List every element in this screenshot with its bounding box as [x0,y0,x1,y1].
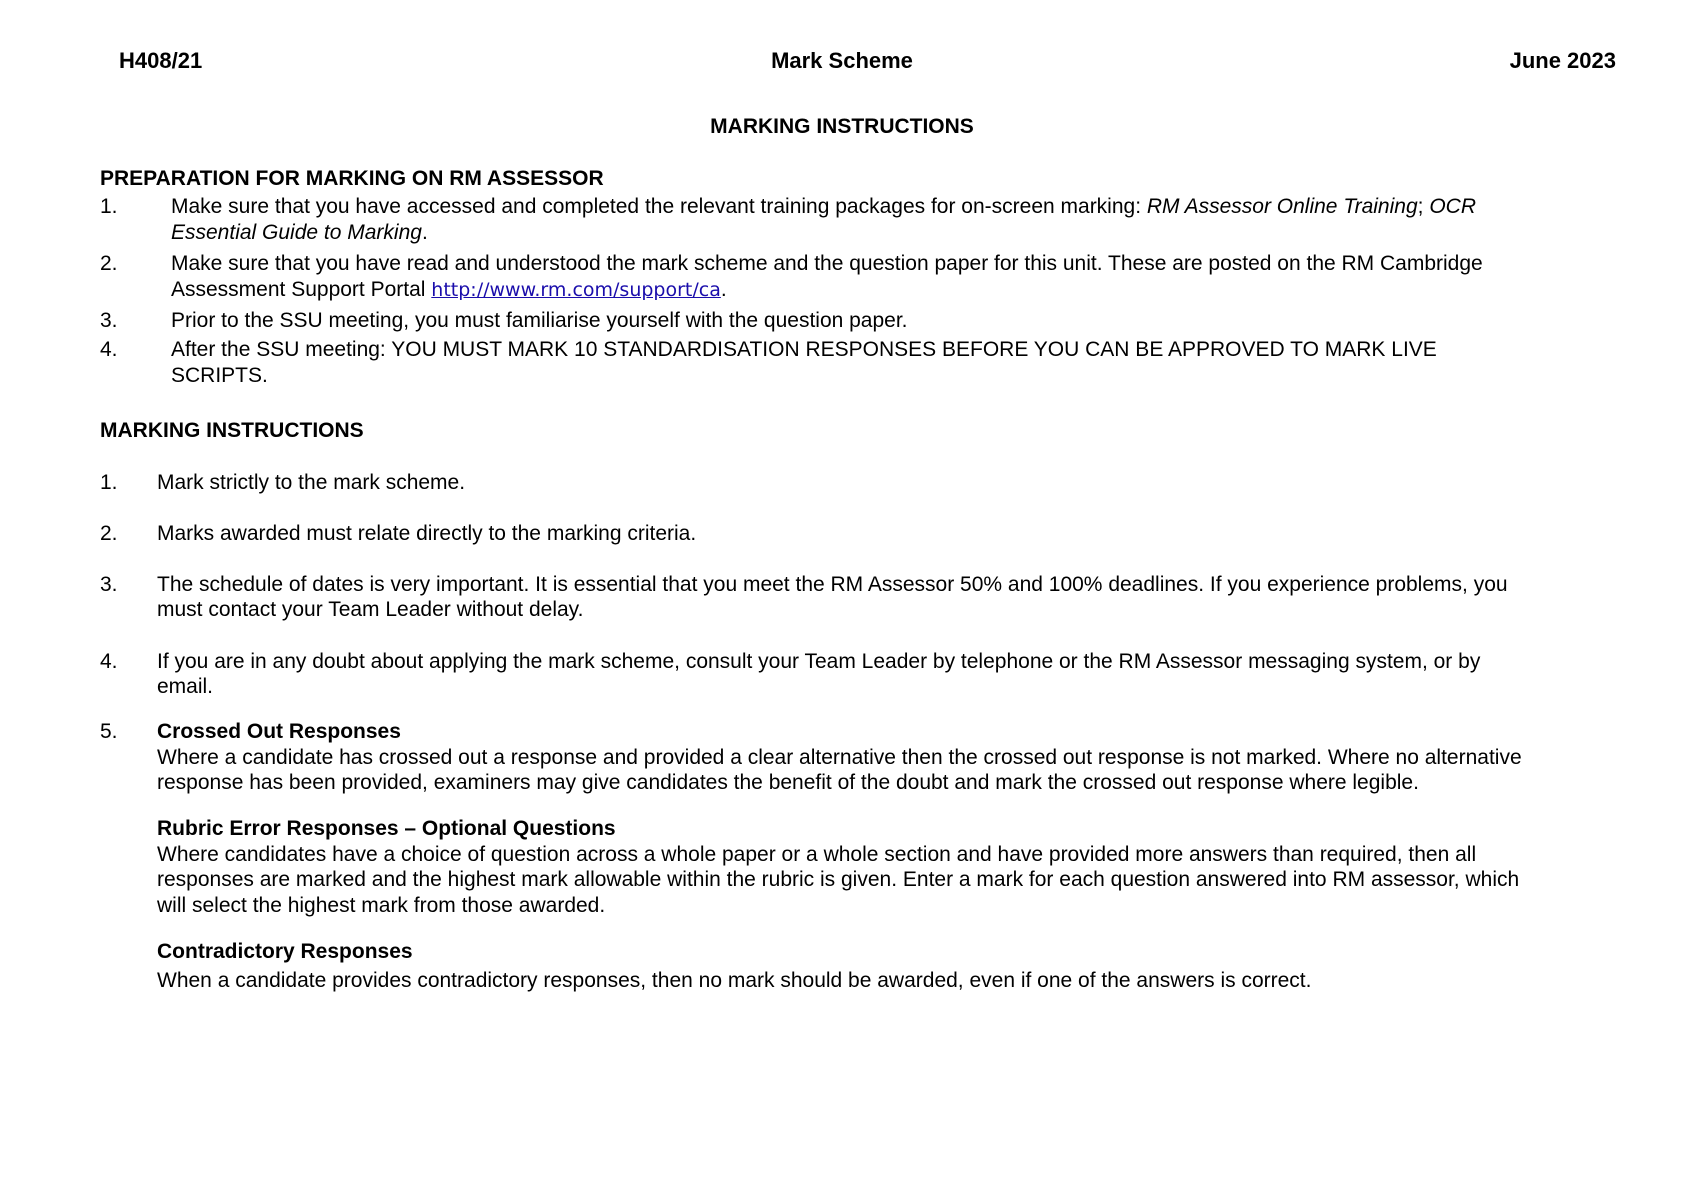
mark-num-5: 5. [100,720,118,743]
prep-item-1-text: Make sure that you have accessed and completed the relevant training packages for on-screen marking: [171,195,1147,218]
mark-item-4-line1: If you are in any doubt about applying the mark scheme, consult your Team Leader by telephone or the RM Assessor messaging system, or by [157,650,1481,673]
prep-num-2: 2. [100,252,118,275]
support-portal-link[interactable]: http://www.rm.com/support/ca [431,279,721,301]
prep-item-1-end: . [421,221,428,244]
marking-heading: MARKING INSTRUCTIONS [100,419,364,442]
mark-num-4: 4. [100,650,118,673]
prep-item-1-em2b: Essential Guide to Marking [171,221,422,244]
prep-item-1-line2 [171,220,428,245]
mark-item-2: Marks awarded must relate directly to the marking criteria. [157,522,697,545]
header-title: Mark Scheme [771,48,913,73]
mark-item-4-line2: email. [157,675,214,698]
prep-item-4-line1: After the SSU meeting: YOU MUST MARK 10 STANDARDISATION RESPONSES BEFORE YOU CAN BE APPROVED TO MARK LIVE [171,338,1437,361]
prep-item-2-line1: Make sure that you have read and understood the mark scheme and the question paper for this unit. These are posted on the RM Cambridge [171,252,1483,275]
prep-item-1-em1: RM Assessor Online Training [1146,195,1418,218]
prep-heading: PREPARATION FOR MARKING ON RM ASSESSOR [100,167,604,190]
prep-num-4: 4. [100,338,118,361]
rubric-line2: responses are marked and the highest mark allowable within the rubric is given. Enter a mark for each question answered into RM assessor, which [157,868,1520,891]
prep-item-1-sep: ; [1417,195,1430,218]
prep-item-2-line2 [171,277,727,303]
mark-item-3-line1: The schedule of dates is very important. It is essential that you meet the RM Assessor 50% and 100% deadlines. If you experience problems, you [157,573,1508,596]
prep-item-3: Prior to the SSU meeting, you must familiarise yourself with the question paper. [171,309,908,332]
mark-item-3-line2: must contact your Team Leader without delay. [157,598,584,621]
prep-num-3: 3. [100,309,118,332]
prep-item-4-line2: SCRIPTS. [171,364,268,387]
header-code: H408/21 [119,48,203,73]
mark-item-1: Mark strictly to the mark scheme. [157,471,466,494]
prep-item-2-text: Assessment Support Portal [171,278,432,301]
header-date: June 2023 [1509,48,1616,73]
prep-num-1: 1. [100,195,118,218]
contradictory-line1: When a candidate provides contradictory responses, then no mark should be awarded, even if one of the answers is correct. [157,969,1312,992]
mark-num-3: 3. [100,573,118,596]
crossed-out-line2: response has been provided, examiners may give candidates the benefit of the doubt and mark the crossed out response where legible. [157,771,1419,794]
rubric-heading: Rubric Error Responses – Optional Questions [157,817,616,840]
rubric-line1: Where candidates have a choice of question across a whole paper or a whole section and have provided more answers than required, then all [157,843,1477,866]
crossed-out-heading: Crossed Out Responses [157,720,401,743]
mark-num-1: 1. [100,471,118,494]
crossed-out-line1: Where a candidate has crossed out a response and provided a clear alternative then the crossed out response is not marked. Where no alternative [157,746,1522,769]
rubric-line3: will select the highest mark from those awarded. [157,894,606,917]
contradictory-heading: Contradictory Responses [157,940,413,963]
prep-item-2-end: . [720,278,727,301]
prep-item-1-em2a: OCR [1429,195,1476,218]
page-title: MARKING INSTRUCTIONS [710,115,974,138]
mark-num-2: 2. [100,522,118,545]
prep-item-1 [171,194,1476,219]
